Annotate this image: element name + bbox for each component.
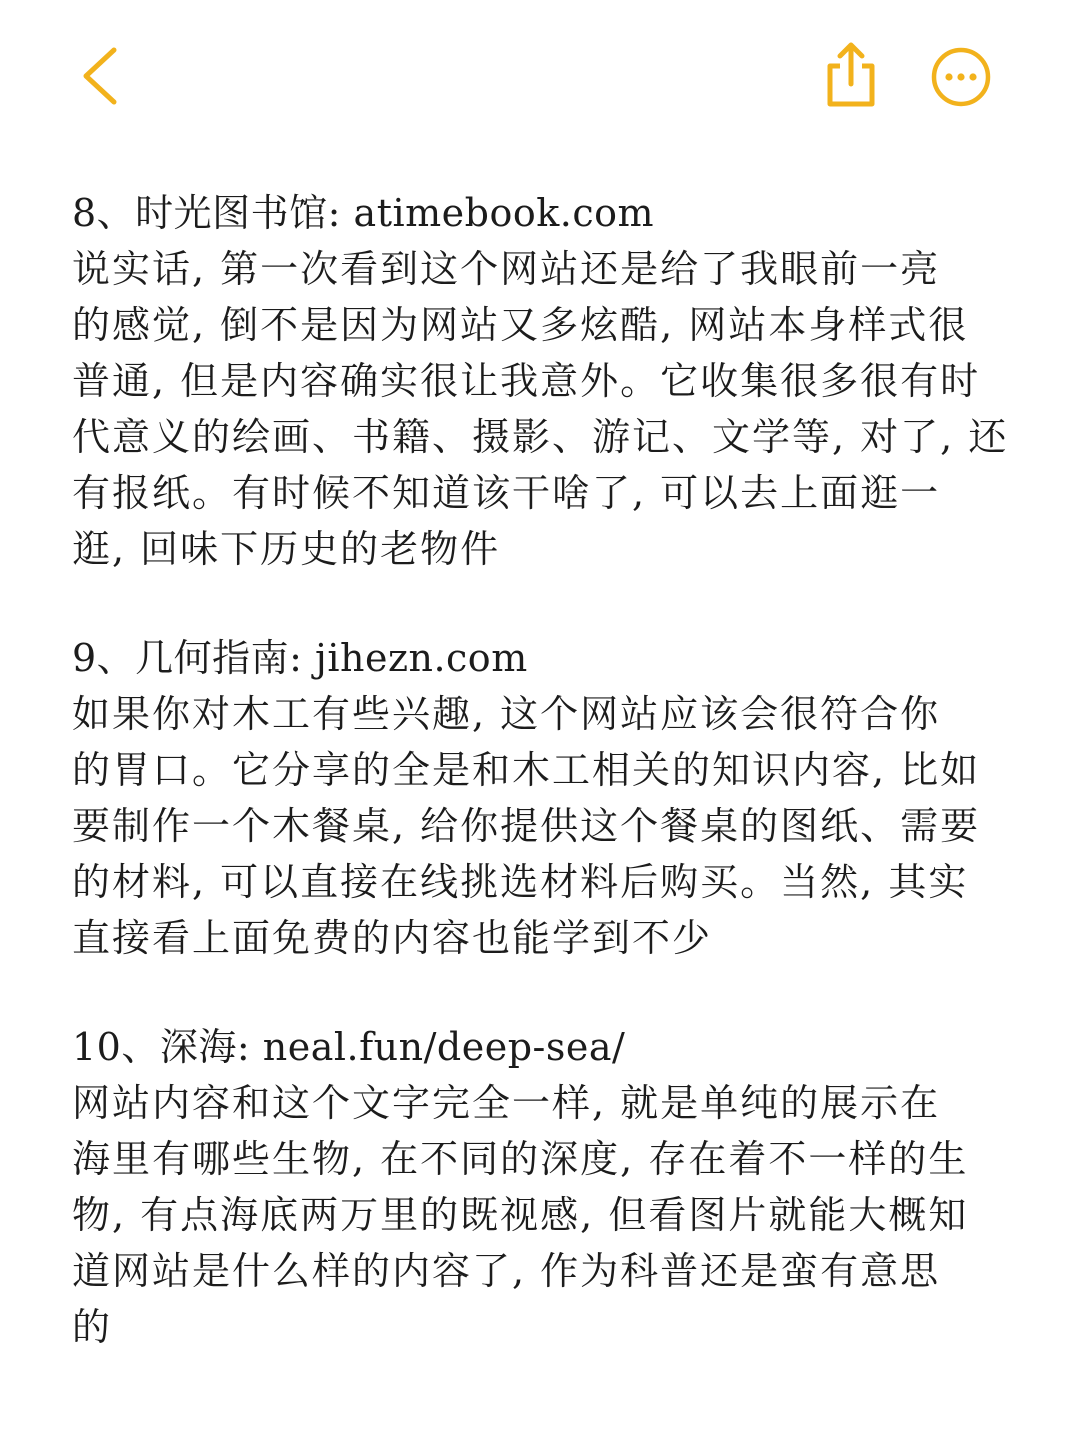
paragraph-line: 直接看上面免费的内容也能学到不少: [72, 916, 713, 960]
note-section: [72, 630, 1012, 966]
back-button[interactable]: [74, 44, 130, 108]
paragraph-line: 的胃口。它分享的全是和木工相关的知识内容, 比如: [72, 748, 981, 792]
paragraph-line: 的材料, 可以直接在线挑选材料后购买。当然, 其实: [72, 860, 969, 904]
navigation-bar: [0, 0, 1080, 150]
paragraph-line: 的: [72, 1305, 113, 1349]
note-body[interactable]: [72, 185, 1012, 1355]
more-ellipsis-icon: [930, 46, 992, 108]
paragraph-line: 要制作一个木餐桌, 给你提供这个餐桌的图纸、需要: [72, 804, 981, 848]
section-heading: 10、深海: neal.fun/deep-sea/: [72, 1025, 626, 1069]
paragraph-line: 逛, 回味下历史的老物件: [72, 527, 501, 571]
chevron-left-icon: [74, 44, 130, 108]
paragraph-line: 代意义的绘画、书籍、摄影、游记、文学等, 对了, 还: [72, 415, 1009, 459]
paragraph-line: 说实话, 第一次看到这个网站还是给了我眼前一亮: [72, 247, 941, 291]
section-heading: 8、时光图书馆: atimebook.com: [72, 191, 655, 235]
section-heading: 9、几何指南: jihezn.com: [72, 636, 528, 680]
paragraph-line: 如果你对木工有些兴趣, 这个网站应该会很符合你: [72, 692, 941, 736]
paragraph-line: 海里有哪些生物, 在不同的深度, 存在着不一样的生: [72, 1137, 969, 1181]
paragraph-line: 普通, 但是内容确实很让我意外。它收集很多很有时: [72, 359, 981, 403]
paragraph-line: 网站内容和这个文字完全一样, 就是单纯的展示在: [72, 1081, 941, 1125]
note-section: [72, 1019, 1012, 1355]
share-icon: [820, 40, 882, 110]
paragraph-line: 有报纸。有时候不知道该干啥了, 可以去上面逛一: [72, 471, 941, 515]
paragraph-line: 物, 有点海底两万里的既视感, 但看图片就能大概知: [72, 1193, 969, 1237]
more-options-button[interactable]: [930, 46, 992, 108]
share-button[interactable]: [820, 40, 882, 110]
paragraph-line: 的感觉, 倒不是因为网站又多炫酷, 网站本身样式很: [72, 303, 969, 347]
note-section: [72, 185, 1012, 577]
paragraph-line: 道网站是什么样的内容了, 作为科普还是蛮有意思: [72, 1249, 941, 1293]
